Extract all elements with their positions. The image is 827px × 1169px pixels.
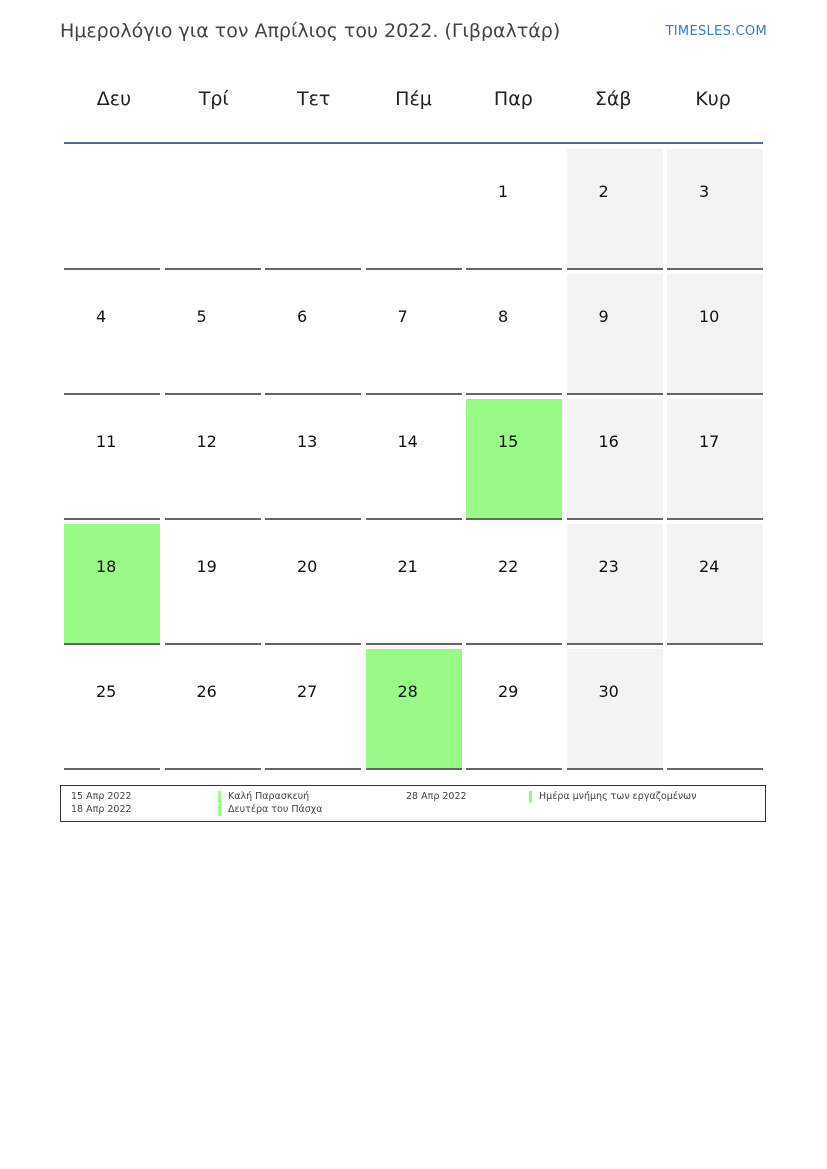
day-number: 20 [297,557,318,576]
week-row [64,649,763,774]
week-row [64,524,763,649]
day-number: 30 [598,682,619,701]
day-cell [567,524,663,645]
day-number: 26 [196,682,217,701]
empty-day-cell [165,149,261,270]
empty-day-cell [667,649,763,770]
day-cell [366,274,462,395]
day-number: 16 [598,432,619,451]
day-number: 12 [196,432,217,451]
day-number: 29 [498,682,519,701]
legend-holiday-name: Ημέρα μνήμης των εργαζομένων [529,791,696,803]
day-cell [667,274,763,395]
day-number: 6 [297,307,308,326]
day-cell [265,649,361,770]
day-cell [466,274,562,395]
calendar-grid [64,149,763,774]
day-cell [165,399,261,520]
day-cell [567,149,663,270]
day-number: 14 [397,432,418,451]
legend-date: 15 Απρ 2022 [71,791,132,802]
day-number: 11 [96,432,117,451]
day-cell [64,399,160,520]
day-number: 7 [397,307,408,326]
day-cell [64,524,160,645]
day-cell [466,524,562,645]
day-number: 22 [498,557,519,576]
weekday-mon: Δευ [96,88,132,110]
day-number: 17 [699,432,720,451]
legend-row [71,791,761,803]
day-cell [567,649,663,770]
day-cell [265,399,361,520]
page-title: Ημερολόγιο για τον Απρίλιος του 2022. (Γιβραλτάρ) [60,20,561,42]
brand-link[interactable]: TIMESLES.COM [665,24,767,39]
day-cell [366,524,462,645]
weekday-header [64,88,763,120]
week-row [64,274,763,399]
day-cell [466,649,562,770]
weekday-fri: Παρ [493,88,533,110]
day-cell [567,399,663,520]
day-cell [64,649,160,770]
day-cell [366,399,462,520]
empty-day-cell [366,149,462,270]
day-cell [366,649,462,770]
day-number: 9 [598,307,609,326]
legend-holiday-name: Δευτέρα του Πάσχα [218,804,323,816]
legend-date: 28 Απρ 2022 [406,791,467,802]
day-number: 1 [498,182,509,201]
legend-date: 18 Απρ 2022 [71,804,132,815]
day-cell [466,149,562,270]
weekday-sat: Σάβ [594,88,632,110]
day-number: 4 [96,307,107,326]
weekday-sun: Κυρ [695,88,731,110]
day-number: 28 [397,682,418,701]
legend-holiday-name: Καλή Παρασκευή [218,791,309,803]
week-row [64,399,763,524]
day-cell [165,524,261,645]
weekday-tue: Τρί [198,88,229,110]
day-cell [265,274,361,395]
day-number: 21 [397,557,418,576]
week-row [64,149,763,274]
day-number: 2 [598,182,609,201]
empty-day-cell [64,149,160,270]
day-cell [567,274,663,395]
day-number: 18 [96,557,117,576]
day-number: 19 [196,557,217,576]
day-number: 23 [598,557,619,576]
day-number: 3 [699,182,710,201]
day-number: 13 [297,432,318,451]
legend-row [71,804,761,816]
day-cell [667,524,763,645]
day-cell [466,399,562,520]
day-cell [667,149,763,270]
day-cell [64,274,160,395]
day-number: 8 [498,307,509,326]
empty-day-cell [265,149,361,270]
day-number: 27 [297,682,318,701]
day-number: 10 [699,307,720,326]
day-number: 5 [196,307,207,326]
weekday-wed: Τετ [296,88,331,110]
day-cell [165,649,261,770]
day-cell [265,524,361,645]
holiday-legend [60,785,766,822]
day-number: 15 [498,432,519,451]
day-cell [165,274,261,395]
day-number: 25 [96,682,117,701]
day-cell [667,399,763,520]
header-divider [64,142,763,144]
weekday-thu: Πέμ [395,88,432,110]
day-number: 24 [699,557,720,576]
